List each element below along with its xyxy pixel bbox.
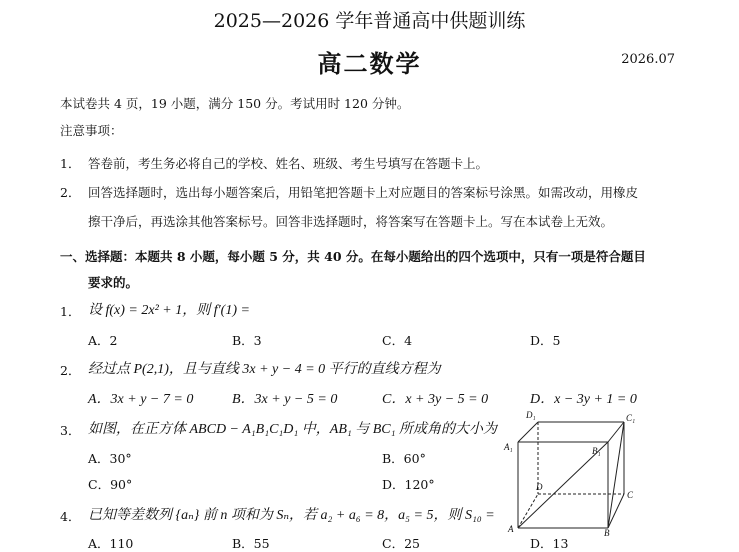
q3-option-d: D．120° <box>382 477 435 492</box>
q3-option-b: B．60° <box>382 451 426 466</box>
label-d1: D₁ <box>526 410 536 420</box>
q2-option-b: B．3x + y − 5 = 0 <box>232 392 338 407</box>
subject-title: 高二数学 <box>317 49 422 78</box>
q4-stem: 已知等差数列 {aₙ} 前 n 项和为 Sₙ，若 a₂ + a₆ = 8，a₅ = 5，则 S₁₀ = <box>88 508 495 523</box>
q2-option-d: D．x − 3y + 1 = 0 <box>530 392 637 407</box>
label-c1: C₁ <box>626 413 636 423</box>
q1-option-d: D．5 <box>530 333 561 348</box>
note-2-text: 回答选择题时，选出每小题答案后，用铅笔把答题卡上对应题目的答案标号涂黑。如需改动，用橡皮 <box>88 185 639 200</box>
q2-number: 2． <box>60 363 81 378</box>
q3-number: 3． <box>60 423 81 438</box>
q3-option-c: C．90° <box>88 477 133 492</box>
note-1-num: 1． <box>60 156 81 171</box>
label-d: D <box>536 482 543 492</box>
q1-option-a: A．2 <box>88 333 118 348</box>
note-2-cont: 擦干净后，再选涂其他答案标号。回答非选择题时，将答案写在答题卡上。写在本试卷上无效。 <box>88 214 614 229</box>
cube-figure <box>500 408 650 536</box>
label-c: C <box>627 490 634 500</box>
section-1-heading: 一、选择题：本题共 8 小题，每小题 5 分，共 40 分。在每小题给出的四个选项中，只有一项是符合题目 <box>60 249 646 264</box>
q4-option-b: B．55 <box>232 536 270 551</box>
intro-text: 本试卷共 4 页，19 小题，满分 150 分。考试用时 120 分钟。 <box>60 96 410 111</box>
exam-title: 2025—2026 学年普通高中供题训练 <box>213 10 526 32</box>
edge-a1-d1 <box>518 422 538 442</box>
q2-stem: 经过点 P(2,1)，且与直线 3x + y − 4 = 0 平行的直线方程为 <box>88 362 441 377</box>
label-a1: A₁ <box>504 442 513 452</box>
q3-stem: 如图，在正方体 ABCD − A₁B₁C₁D₁ 中，AB₁ 与 BC₁ 所成角的大小为 <box>88 422 497 437</box>
edge-a-d-hidden <box>518 494 538 528</box>
q1-option-c: C．4 <box>382 333 413 348</box>
q1-stem: 设 f(x) = 2x² + 1，则 f′(1) = <box>88 303 250 318</box>
q1-number: 1． <box>60 304 81 319</box>
section-1-heading-cont: 要求的。 <box>88 275 139 290</box>
q3-option-a: A．30° <box>88 451 132 466</box>
q1-option-b: B．3 <box>232 333 262 348</box>
label-b: B <box>604 528 610 536</box>
note-2-num: 2． <box>60 185 81 200</box>
label-a: A <box>508 524 514 534</box>
q2-option-c: C．x + 3y − 5 = 0 <box>382 392 489 407</box>
exam-date: 2026.07 <box>621 52 675 67</box>
q4-number: 4． <box>60 509 81 524</box>
note-1-text: 答卷前，考生务必将自己的学校、姓名、班级、考生号填写在答题卡上。 <box>88 156 489 171</box>
q4-option-a: A．110 <box>88 536 134 551</box>
notes-heading: 注意事项： <box>60 123 123 138</box>
q4-option-c: C．25 <box>382 536 420 551</box>
q4-option-d: D．13 <box>530 536 569 551</box>
q2-option-a: A．3x + y − 7 = 0 <box>88 392 194 407</box>
label-b1: B₁ <box>592 446 601 456</box>
